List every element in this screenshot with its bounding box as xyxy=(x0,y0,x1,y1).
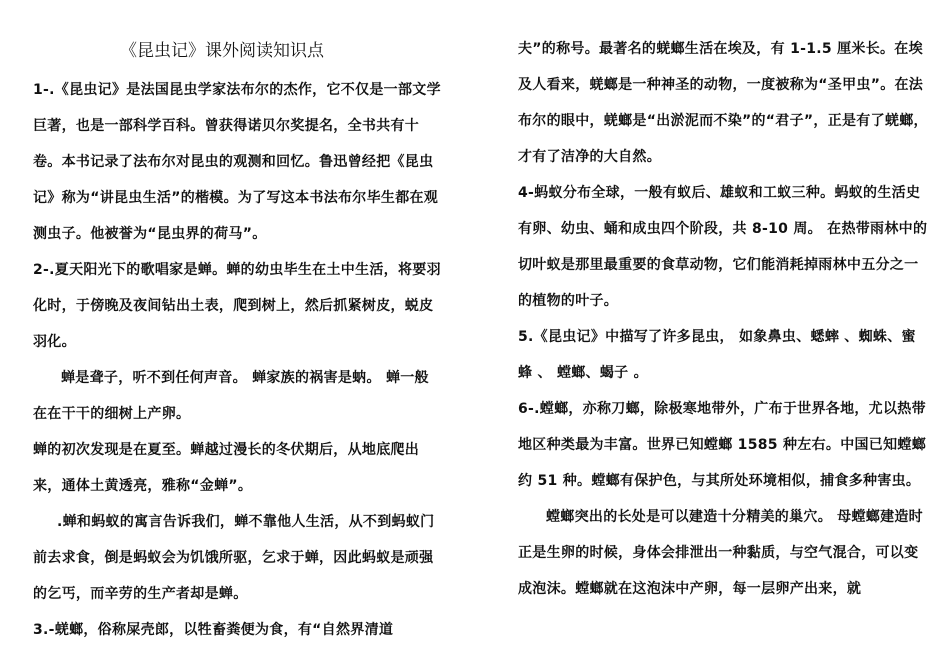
document-title: 《昆虫记》课外阅读知识点 xyxy=(120,41,324,61)
paragraph-cicada-summer: 蝉的初次发现是在夏至。蝉越过漫长的冬伏期后，从地底爬出来，通体土黄透亮，雅称“金蝉”。 xyxy=(33,442,420,494)
paragraph-dung-beetle-start: 3.-蜣螂，俗称屎壳郎，以牲畜粪便为食，有“自然界清道 xyxy=(33,622,394,638)
left-column xyxy=(33,0,443,648)
paragraph-insect-list: 5.《昆虫记》中描写了许多昆虫， 如象鼻虫、蟋蟀 、蜘蛛、蜜蜂 、 螳螂、蝎子 。 xyxy=(518,329,916,381)
paragraph-mantis: 6-.螳螂，亦称刀螂，除极寒地带外，广布于世界各地，尤以热带地区种类最为丰富。世界已知螳螂 1585 种左右。中国已知螳螂约 51 种。螳螂有保护色，与其所处环境相似，捕食多种害虫。 xyxy=(518,401,927,489)
right-column xyxy=(518,0,928,607)
paragraph-dung-beetle-end: 夫”的称号。最著名的蜣螂生活在埃及，有 1-1.5 厘米长。在埃及人看来，蜣螂是一种神圣的动物，一度被称为“圣甲虫”。在法布尔的眼中，蜣螂是“出淤泥而不染”的“君子”，正是有了蜣螂，才有了洁净的大自然。 xyxy=(518,41,928,165)
paragraph-cicada-singer: 2-.夏天阳光下的歌唱家是蝉。蝉的幼虫毕生在土中生活，将要羽化时，于傍晚及夜间钻出土表，爬到树上，然后抓紧树皮，蜕皮羽化。 xyxy=(33,262,441,350)
paragraph-fabre-intro: 1-.《昆虫记》是法国昆虫学家法布尔的杰作，它不仅是一部文学巨著，也是一部科学百科。曾获得诺贝尔奖提名，全书共有十卷。本书记录了法布尔对昆虫的观测和回忆。鲁迅曾经把《昆虫记》称为“讲昆虫生活”的楷模。为了写这本书法布尔毕生都在观测虫子。他被誉为“昆虫界的荷马”。 xyxy=(33,82,441,242)
right-column-body xyxy=(518,31,928,607)
left-column-body xyxy=(33,72,443,648)
paragraph-ants: 4-蚂蚁分布全球，一般有蚁后、雄蚁和工蚁三种。蚂蚁的生活史有卵、幼虫、蛹和成虫四个阶段，共 8-10 周。 在热带雨林中的切叶蚁是那里最重要的食草动物，它们能消耗掉雨林中五分之一的植物的叶子。 xyxy=(518,185,928,309)
paragraph-mantis-nest: 螳螂突出的长处是可以建造十分精美的巢穴。 母螳螂建造时正是生卵的时候，身体会排泄出一种黏质，与空气混合，可以变成泡沫。螳螂就在这泡沫中产卵，每一层卵产出来，就 xyxy=(518,509,923,597)
paragraph-cicada-ant-fable: .蝉和蚂蚁的寓言告诉我们，蝉不靠他人生活，从不到蚂蚁门前去求食，倒是蚂蚁会为饥饿所驱，乞求于蝉，因此蚂蚁是顽强的乞丐，而辛劳的生产者却是蝉。 xyxy=(33,514,435,602)
paragraph-cicada-deaf: 蝉是聋子，听不到任何声音。 蝉家族的祸害是蚋。 蝉一般在在干干的细树上产卵。 xyxy=(33,370,429,422)
